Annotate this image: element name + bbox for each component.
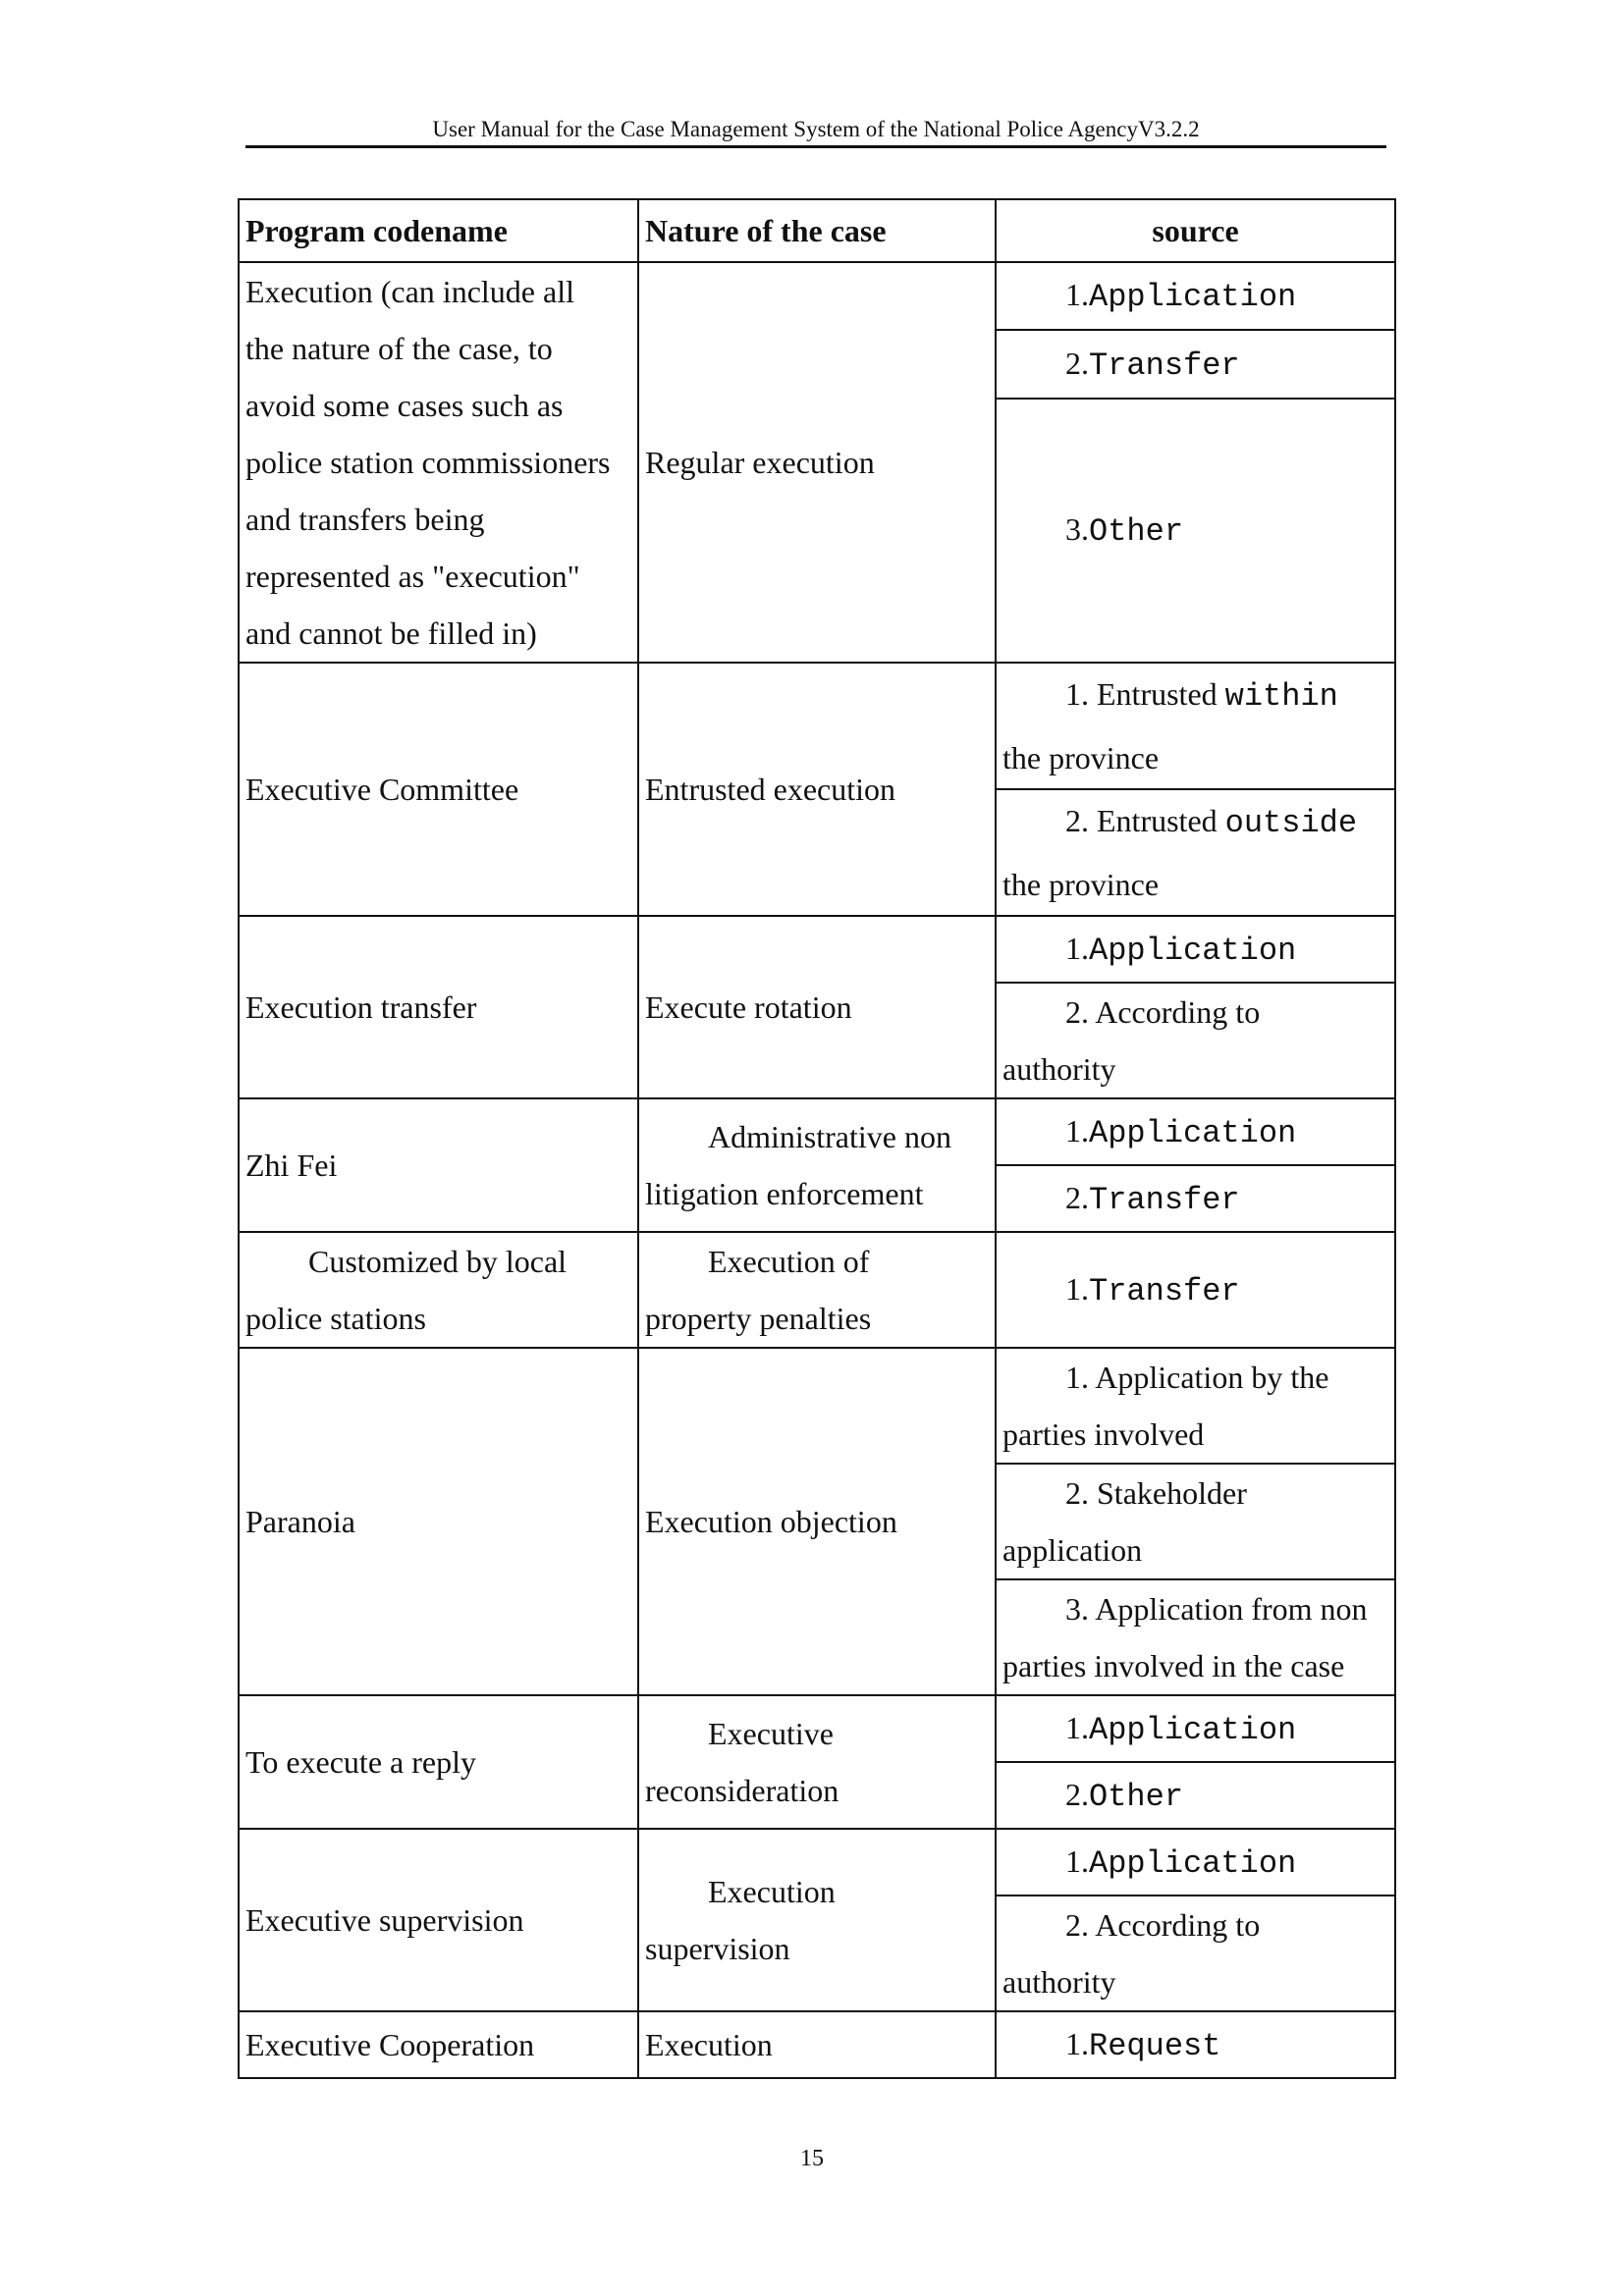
source-text: Other <box>1089 512 1184 550</box>
source-cell <box>996 1464 1395 1579</box>
source-text: Application <box>1089 1114 1297 1151</box>
nature-line: Administrative non <box>708 1119 951 1154</box>
table-row <box>239 1232 1395 1348</box>
source-number: 2. <box>1065 994 1089 1030</box>
source-continuation: parties involved in the case <box>1002 1648 1345 1683</box>
source-cell <box>996 1829 1395 1896</box>
column-header-program: Program codename <box>239 199 638 262</box>
program-cell <box>239 262 638 663</box>
source-number: 3. <box>1065 510 1089 547</box>
source-cell <box>996 330 1395 398</box>
source-text: Request <box>1089 2027 1221 2064</box>
source-cell <box>996 1348 1395 1464</box>
program-cell <box>239 1232 638 1348</box>
source-number: 1. <box>1065 1709 1089 1745</box>
nature-line: supervision <box>645 1931 790 1966</box>
source-text: Application <box>1089 1844 1297 1882</box>
nature-line: litigation enforcement <box>645 1176 924 1211</box>
nature-cell: Execution <box>638 2011 996 2078</box>
source-cell <box>996 1579 1395 1695</box>
source-number: 1. <box>1065 930 1089 966</box>
running-header-title: User Manual for the Case Management System of the National Police AgencyV3.2.2 <box>432 117 1200 141</box>
source-text: Application <box>1089 279 1297 316</box>
source-number: 2. <box>1065 803 1089 838</box>
table-row <box>239 262 1395 330</box>
nature-line: Execution <box>708 1874 836 1909</box>
source-text: Entrusted <box>1097 676 1218 712</box>
source-text: Entrusted <box>1097 803 1218 838</box>
source-cell <box>996 789 1395 916</box>
nature-cell <box>638 1232 996 1348</box>
source-text: Application <box>1089 932 1297 969</box>
source-cell <box>996 1695 1395 1762</box>
source-continuation: the province <box>1002 867 1160 902</box>
source-continuation: application <box>1002 1532 1143 1568</box>
nature-cell: Regular execution <box>638 262 996 663</box>
source-number: 2. <box>1065 1475 1089 1511</box>
program-cell: Executive supervision <box>239 1829 638 2011</box>
nature-cell <box>638 1695 996 1829</box>
table-row <box>239 1098 1395 1165</box>
source-continuation: the province <box>1002 740 1160 775</box>
program-line: police station commissioners <box>245 445 611 480</box>
source-cell <box>996 1165 1395 1232</box>
program-line: avoid some cases such as <box>245 388 564 423</box>
source-cell <box>996 2011 1395 2078</box>
nature-line: Execution of <box>708 1244 870 1279</box>
source-number: 1. <box>1065 1270 1089 1307</box>
source-number: 1. <box>1065 277 1089 313</box>
header-rule <box>245 145 1386 148</box>
nature-cell: Execution objection <box>638 1348 996 1695</box>
program-line: Customized by local <box>308 1244 568 1279</box>
nature-line: property penalties <box>645 1301 872 1336</box>
source-cell <box>996 1098 1395 1165</box>
source-text: According to <box>1095 994 1261 1030</box>
source-number: 1. <box>1065 2025 1089 2061</box>
source-number: 1. <box>1065 1112 1089 1148</box>
program-cell: Execution transfer <box>239 916 638 1098</box>
nature-cell: Execute rotation <box>638 916 996 1098</box>
source-cell <box>996 983 1395 1098</box>
table-row <box>239 1348 1395 1464</box>
source-text: Application by the <box>1095 1360 1329 1395</box>
table-row <box>239 916 1395 983</box>
source-cell <box>996 399 1395 663</box>
source-number: 3. <box>1065 1591 1089 1627</box>
program-line: and cannot be filled in) <box>245 615 537 651</box>
program-line: and transfers being <box>245 502 485 537</box>
nature-cell <box>638 1098 996 1232</box>
program-line: police stations <box>245 1301 426 1336</box>
page-number: 15 <box>800 2146 824 2171</box>
case-program-table <box>238 198 1396 2079</box>
source-text: Transfer <box>1089 1272 1240 1309</box>
source-cell <box>996 663 1395 789</box>
source-cell <box>996 262 1395 330</box>
program-cell: Paranoia <box>239 1348 638 1695</box>
source-text: According to <box>1095 1907 1261 1943</box>
program-cell: Executive Committee <box>239 663 638 916</box>
source-text: Application from non <box>1095 1591 1368 1627</box>
program-line: the nature of the case, to <box>245 331 553 366</box>
source-continuation: authority <box>1002 1964 1116 2000</box>
source-text: Other <box>1089 1778 1184 1815</box>
source-text: Transfer <box>1089 347 1240 384</box>
source-number: 2. <box>1065 1179 1089 1215</box>
nature-cell: Entrusted execution <box>638 663 996 916</box>
table-row <box>239 663 1395 789</box>
source-text: Application <box>1089 1711 1297 1748</box>
program-cell: Executive Cooperation <box>239 2011 638 2078</box>
source-number: 2. <box>1065 345 1089 381</box>
source-number: 1. <box>1065 1360 1089 1395</box>
table-row <box>239 1829 1395 1896</box>
nature-line: Executive <box>708 1716 834 1751</box>
source-cell <box>996 1896 1395 2011</box>
source-text-mono: within <box>1224 678 1338 715</box>
column-header-source: source <box>996 199 1395 262</box>
table-header-row <box>239 199 1395 262</box>
source-continuation: parties involved <box>1002 1416 1205 1452</box>
source-text: Transfer <box>1089 1181 1240 1218</box>
source-text: Stakeholder <box>1097 1475 1247 1511</box>
source-number: 1. <box>1065 1842 1089 1879</box>
program-line: represented as "execution" <box>245 559 580 594</box>
program-cell: Zhi Fei <box>239 1098 638 1232</box>
program-cell: To execute a reply <box>239 1695 638 1829</box>
source-cell <box>996 916 1395 983</box>
table-row <box>239 1695 1395 1762</box>
source-continuation: authority <box>1002 1051 1116 1087</box>
nature-line: reconsideration <box>645 1773 839 1808</box>
column-header-nature: Nature of the case <box>638 199 996 262</box>
source-cell <box>996 1762 1395 1829</box>
source-text-mono: outside <box>1224 805 1358 841</box>
program-line: Execution (can include all <box>245 274 574 309</box>
source-number: 1. <box>1065 676 1089 712</box>
table-row <box>239 2011 1395 2078</box>
source-cell <box>996 1232 1395 1348</box>
nature-cell <box>638 1829 996 2011</box>
source-number: 2. <box>1065 1907 1089 1943</box>
source-number: 2. <box>1065 1776 1089 1812</box>
